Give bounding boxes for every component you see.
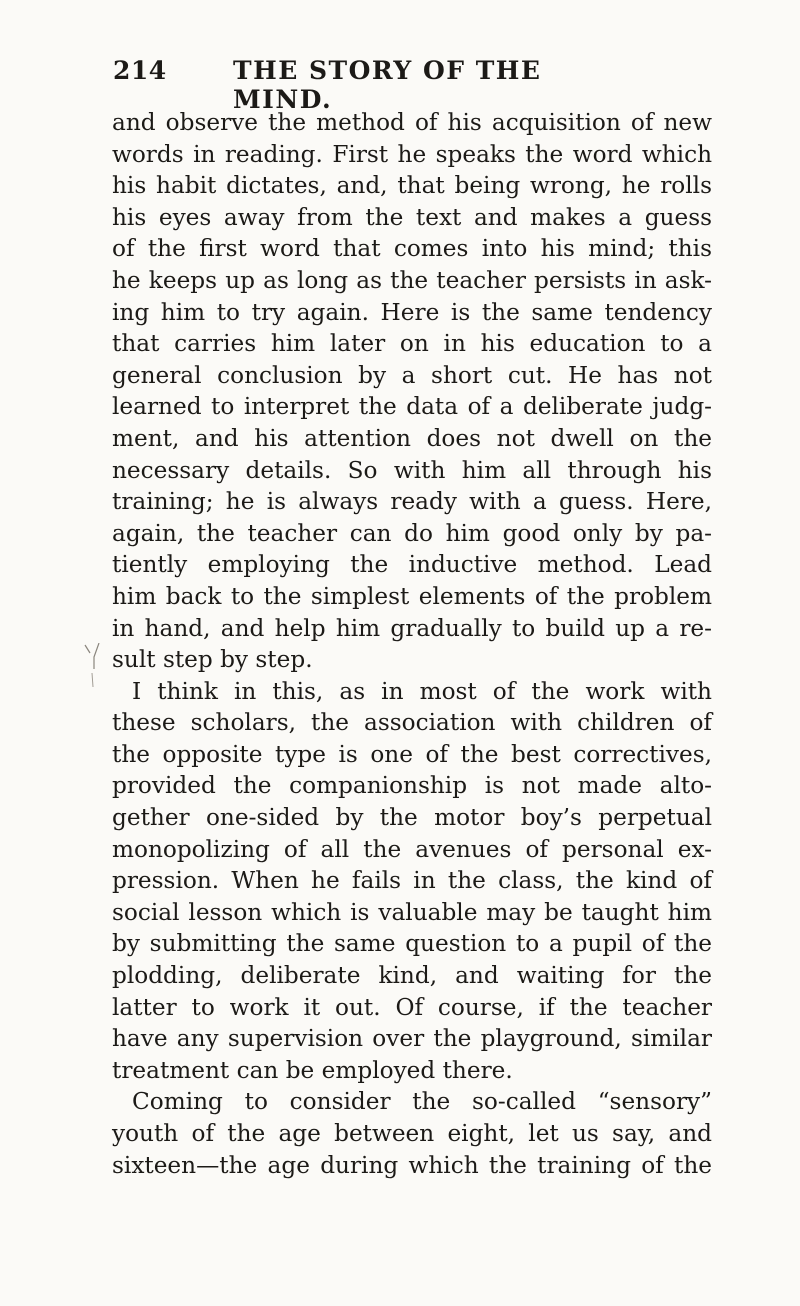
text-line: gether one-sided by the motor boy’s perpetual: [112, 804, 712, 832]
text-line: learned to interpret the data of a deliberate judg-: [112, 393, 712, 421]
running-head: [113, 56, 600, 114]
text-line: necessary details. So with him all through his: [112, 456, 712, 484]
book-title: THE STORY OF THE MIND.: [233, 56, 542, 114]
text-line: sixteen—the age during which the training of the: [112, 1151, 712, 1179]
text-line: Coming to consider the so-called “sensory”: [132, 1088, 712, 1116]
text-line: social lesson which is valuable may be taught him: [112, 898, 712, 926]
text-line: ing him to try again. Here is the same tendency: [112, 298, 712, 326]
text-line: training; he is always ready with a guess. Here,: [112, 488, 712, 516]
text-line: in hand, and help him gradually to build up a re-: [112, 614, 712, 642]
page-number: 214: [113, 56, 167, 85]
text-line: he keeps up as long as the teacher persists in ask-: [112, 266, 712, 294]
text-line: that carries him later on in his education to a: [112, 330, 712, 358]
text-line: tiently employing the inductive method. Lead: [112, 551, 712, 579]
text-line: provided the companionship is not made alto-: [112, 772, 712, 800]
text-line: monopolizing of all the avenues of personal ex-: [112, 835, 712, 863]
text-line: ment, and his attention does not dwell on the: [112, 424, 712, 452]
text-line: and observe the method of his acquisition of new: [112, 109, 712, 136]
text-line: his eyes away from the text and makes a guess: [112, 203, 712, 231]
text-line: latter to work it out. Of course, if the teacher: [112, 993, 712, 1021]
text-line: sult step by step.: [112, 646, 313, 674]
text-line: have any supervision over the playground, similar: [112, 1025, 712, 1053]
text-line: youth of the age between eight, let us say, and: [112, 1120, 712, 1147]
text-line: these scholars, the association with children of: [112, 709, 712, 737]
text-line: words in reading. First he speaks the word which: [112, 140, 712, 168]
text-line: general conclusion by a short cut. He has not: [112, 361, 712, 389]
text-line: I think in this, as in most of the work with: [132, 677, 712, 705]
text-line: of the first word that comes into his mind; this: [112, 235, 712, 263]
text-line: his habit dictates, and, that being wrong, he rolls: [112, 172, 712, 200]
text-line: again, the teacher can do him good only by pa-: [112, 519, 712, 547]
text-line: by submitting the same question to a pupil of the: [112, 930, 712, 958]
text-line: pression. When he fails in the class, the kind of: [112, 867, 712, 895]
text-line: him back to the simplest elements of the problem: [112, 582, 712, 610]
text-line: treatment can be employed there.: [112, 1056, 513, 1084]
body-text: [112, 107, 712, 1181]
text-line: plodding, deliberate kind, and waiting for the: [112, 962, 712, 990]
text-line: the opposite type is one of the best correctives,: [112, 740, 712, 768]
margin-pencil-mark: [83, 643, 103, 689]
